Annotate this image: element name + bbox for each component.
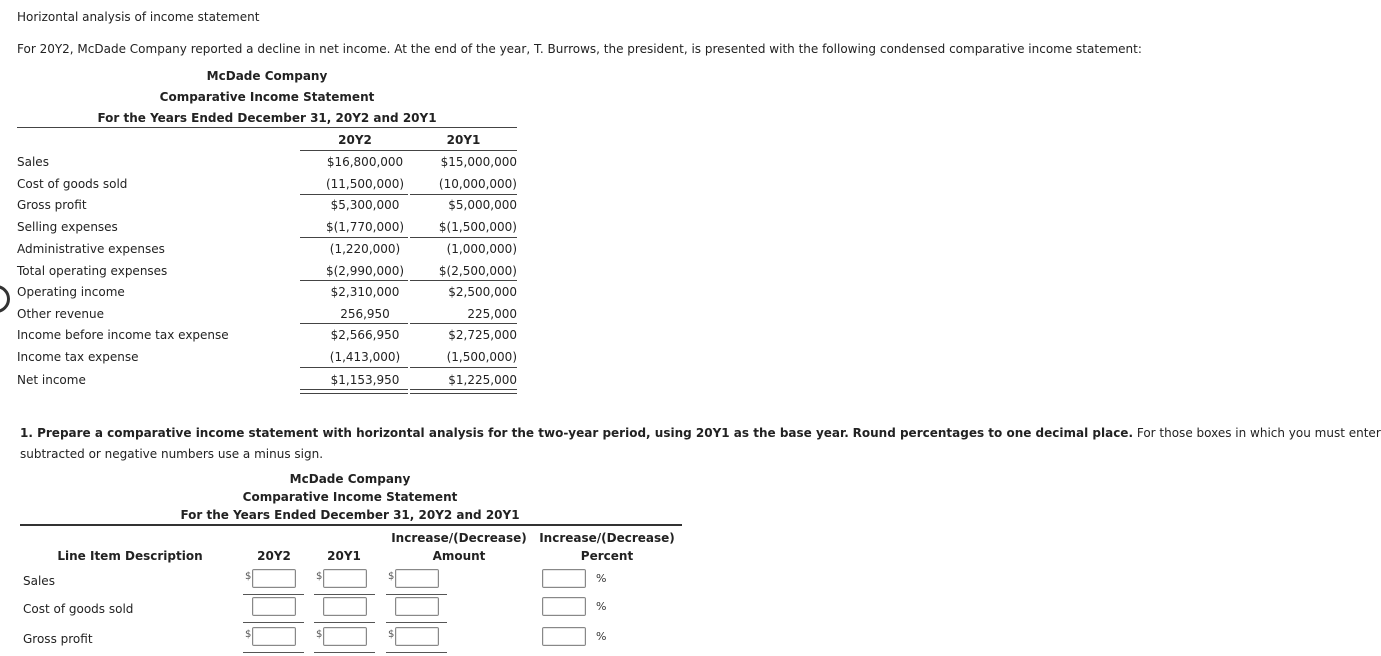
currency-symbol: $ <box>316 571 323 582</box>
statement-total-rule <box>410 389 517 394</box>
percent-header-bottom: Percent <box>580 549 634 563</box>
statement-row-20y1: (10,000,000) <box>438 177 517 191</box>
answer-cell-rule <box>386 622 447 623</box>
answer-cell-rule <box>386 594 447 595</box>
statement-row-20y2: $1,153,950 <box>330 373 400 387</box>
amount-header-bottom: Amount <box>432 549 486 563</box>
statement-row-label: Income tax expense <box>17 350 139 364</box>
statement-name: Comparative Income Statement <box>159 90 375 104</box>
answer-row-label: Cost of goods sold <box>23 602 134 616</box>
statement-total-rule <box>410 280 517 281</box>
currency-symbol: $ <box>316 629 323 640</box>
percent-sign: % <box>596 572 607 585</box>
percent-header-top: Increase/(Decrease) <box>539 531 675 545</box>
statement-row-label: Income before income tax expense <box>17 328 229 342</box>
answer-cell-rule <box>243 594 304 595</box>
amount-header-top: Increase/(Decrease) <box>391 531 527 545</box>
answer-percent-input[interactable] <box>542 569 586 588</box>
statement-row-20y1: (1,500,000) <box>446 350 517 364</box>
statement-row-label: Administrative expenses <box>17 242 165 256</box>
y1-header: 20Y1 <box>327 549 361 563</box>
statement-total-rule <box>300 280 408 281</box>
answer-row-label: Gross profit <box>23 632 93 646</box>
statement-row-20y2: (1,413,000) <box>329 350 401 364</box>
statement-row-20y2: $16,800,000 <box>326 155 404 169</box>
statement-period: For the Years Ended December 31, 20Y2 and 20Y1 <box>97 111 437 125</box>
answer-top-rule <box>20 524 682 526</box>
answer-y2-input[interactable] <box>252 569 296 588</box>
statement-total-rule <box>300 323 408 324</box>
y2-header: 20Y2 <box>257 549 291 563</box>
question-marker <box>0 285 10 313</box>
statement-total-rule <box>300 237 408 238</box>
answer-y2-input[interactable] <box>252 627 296 646</box>
statement-row-label: Sales <box>17 155 49 169</box>
answer-y1-input[interactable] <box>323 627 367 646</box>
answer-percent-input[interactable] <box>542 597 586 616</box>
statement-row-20y1: $5,000,000 <box>448 198 517 212</box>
statement-total-rule <box>410 237 517 238</box>
answer-cell-rule <box>314 594 375 595</box>
answer-period: For the Years Ended December 31, 20Y2 and 20Y1 <box>180 508 520 522</box>
currency-symbol: $ <box>388 629 395 640</box>
currency-symbol: $ <box>245 629 252 640</box>
question-text <box>20 426 1381 440</box>
statement-row-label: Total operating expenses <box>17 264 168 278</box>
statement-total-rule <box>300 367 408 368</box>
col-header-rule <box>300 150 517 151</box>
answer-statement-name: Comparative Income Statement <box>242 490 458 504</box>
page-title: Horizontal analysis of income statement <box>17 10 260 24</box>
statement-row-20y2: $2,310,000 <box>330 285 400 299</box>
currency-symbol: $ <box>388 571 395 582</box>
intro-text: For 20Y2, McDade Company reported a decline in net income. At the end of the year, T. Burrows, the president, is presented with the following condensed comparative income statement: <box>17 42 1142 56</box>
answer-company: McDade Company <box>289 472 411 486</box>
question-number-lead: 1. Prepare a comparative income statement with horizontal analysis for the two-year period, using 20Y1 as the base year. <box>20 426 849 440</box>
answer-row-label: Sales <box>23 574 55 588</box>
statement-row-20y1: 225,000 <box>467 307 517 321</box>
statement-row-20y2: 256,950 <box>340 307 390 321</box>
col-header-20y1: 20Y1 <box>446 133 481 147</box>
statement-total-rule <box>410 367 517 368</box>
statement-row-label: Other revenue <box>17 307 105 321</box>
statement-row-20y1: $2,725,000 <box>448 328 517 342</box>
answer-y2-input[interactable] <box>252 597 296 616</box>
answer-cell-rule <box>386 652 447 653</box>
statement-row-20y1: $1,225,000 <box>448 373 517 387</box>
statement-row-label: Operating income <box>17 285 125 299</box>
percent-sign: % <box>596 630 607 643</box>
question-tail: For those boxes in which you must enter <box>1136 426 1381 440</box>
currency-symbol: $ <box>245 571 252 582</box>
statement-row-20y2: $(1,770,000) <box>325 220 405 234</box>
answer-amount-input[interactable] <box>395 627 439 646</box>
statement-row-label: Net income <box>17 373 86 387</box>
statement-total-rule <box>410 323 517 324</box>
answer-y1-input[interactable] <box>323 597 367 616</box>
answer-cell-rule <box>243 652 304 653</box>
answer-amount-input[interactable] <box>395 569 439 588</box>
statement-total-rule <box>300 194 408 195</box>
statement-row-label: Selling expenses <box>17 220 118 234</box>
answer-percent-input[interactable] <box>542 627 586 646</box>
statement-company: McDade Company <box>206 69 328 83</box>
statement-row-label: Gross profit <box>17 198 87 212</box>
statement-row-20y1: $2,500,000 <box>448 285 517 299</box>
desc-header: Line Item Description <box>57 549 203 563</box>
statement-total-rule <box>300 389 408 394</box>
statement-row-20y2: $(2,990,000) <box>325 264 405 278</box>
statement-top-rule <box>17 127 517 128</box>
answer-y1-input[interactable] <box>323 569 367 588</box>
percent-sign: % <box>596 600 607 613</box>
statement-row-20y1: $15,000,000 <box>440 155 517 169</box>
statement-row-20y2: (11,500,000) <box>325 177 405 191</box>
statement-row-20y1: $(2,500,000) <box>438 264 517 278</box>
statement-total-rule <box>410 194 517 195</box>
statement-row-20y2: $5,300,000 <box>330 198 400 212</box>
answer-cell-rule <box>314 622 375 623</box>
answer-amount-input[interactable] <box>395 597 439 616</box>
question-emphasis: Round percentages to one decimal place. <box>852 426 1134 440</box>
statement-row-20y2: (1,220,000) <box>329 242 401 256</box>
answer-cell-rule <box>314 652 375 653</box>
col-header-20y2: 20Y2 <box>338 133 372 147</box>
statement-row-label: Cost of goods sold <box>17 177 128 191</box>
answer-cell-rule <box>243 622 304 623</box>
statement-row-20y2: $2,566,950 <box>330 328 400 342</box>
statement-row-20y1: $(1,500,000) <box>438 220 517 234</box>
question-text-line2: subtracted or negative numbers use a minus sign. <box>20 447 324 461</box>
statement-row-20y1: (1,000,000) <box>446 242 517 256</box>
